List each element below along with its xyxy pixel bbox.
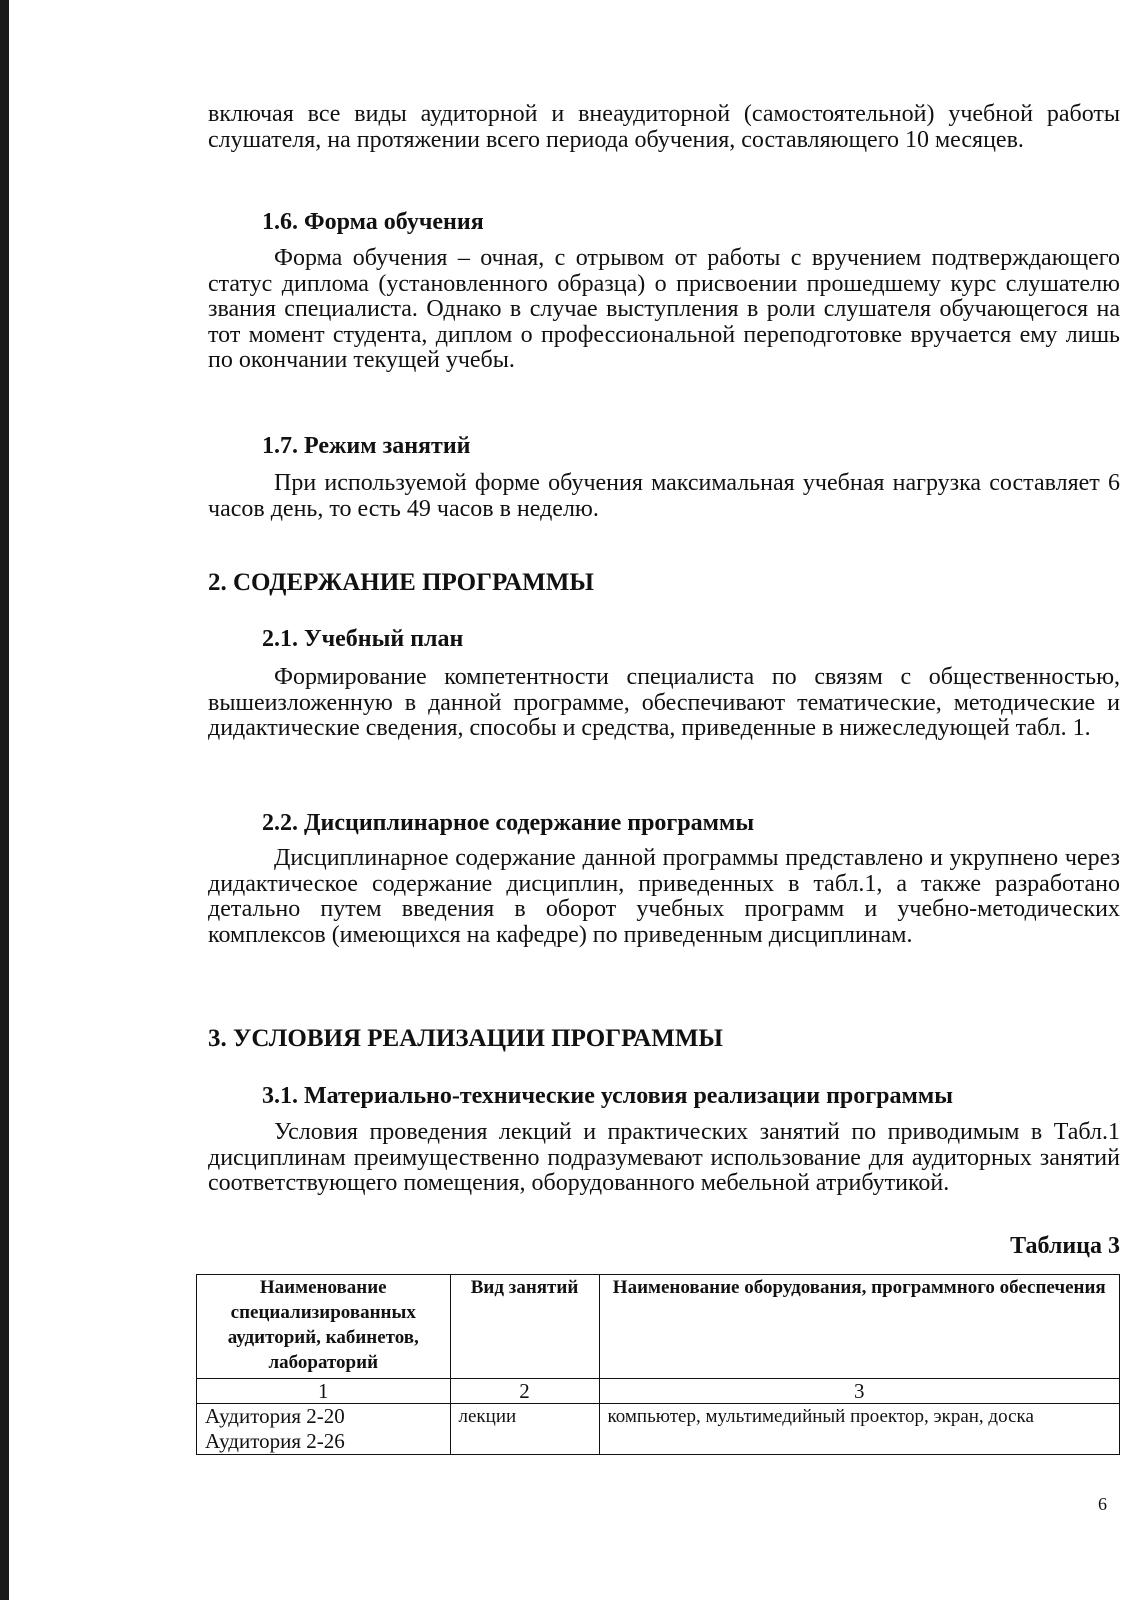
header-equipment: Наименование оборудования, программного обеспечения <box>599 1275 1120 1379</box>
cell-equipment: компьютер, мультимедийный проектор, экран, доска <box>599 1404 1120 1455</box>
paragraph-3-1: Условия проведения лекций и практических занятий по приводимым в Табл.1 дисциплинам преимущественно подразумевают использование для аудиторных занятий соответствующего помещения, оборудованного мебельной атрибутикой. <box>208 1119 1120 1196</box>
scan-edge <box>0 0 9 1600</box>
heading-2-2: 2.2. Дисциплинарное содержание программы <box>262 810 755 836</box>
column-number-3: 3 <box>599 1379 1120 1404</box>
header-rooms: Наименование специализированных аудиторий, кабинетов, лабораторий <box>197 1275 451 1379</box>
table-header-row <box>197 1275 1120 1379</box>
column-number-2: 2 <box>450 1379 599 1404</box>
heading-2-1: 2.1. Учебный план <box>262 626 464 652</box>
paragraph-1-7: При используемой форме обучения максимальная учебная нагрузка составляет 6 часов день, то есть 49 часов в неделю. <box>208 470 1120 522</box>
intro-paragraph: включая все виды аудиторной и внеаудиторной (самостоятельной) учебной работы слушателя, на протяжении всего периода обучения, составляющего 10 месяцев. <box>208 101 1120 153</box>
page-number: 6 <box>1098 1494 1107 1514</box>
heading-3-1: 3.1. Материально-технические условия реализации программы <box>262 1083 953 1109</box>
cell-type: лекции <box>450 1404 599 1455</box>
paragraph-2-2: Дисциплинарное содержание данной программы представлено и укрупнено через дидактическое содержание дисциплин, приведенных в табл.1, а также разработано детально путем введения в оборот учебных программ и учебно-методических комплексов (имеющихся на кафедре) по приведенным дисциплинам. <box>208 845 1120 948</box>
heading-section-3: 3. УСЛОВИЯ РЕАЛИЗАЦИИ ПРОГРАММЫ <box>208 1025 723 1052</box>
heading-1-6: 1.6. Форма обучения <box>262 209 484 235</box>
room-name: Аудитория 2-26 <box>205 1429 345 1453</box>
column-number-1: 1 <box>197 1379 451 1404</box>
heading-section-2: 2. СОДЕРЖАНИЕ ПРОГРАММЫ <box>208 569 594 596</box>
header-type: Вид занятий <box>450 1275 599 1379</box>
table-number-row <box>197 1379 1120 1404</box>
table-caption: Таблица 3 <box>1010 1233 1120 1259</box>
paragraph-1-6: Форма обучения – очная, с отрывом от работы с вручением подтверждающего статус диплома (установленного образца) о присвоении прошедшему курс слушателю звания специалиста. Однако в случае выступления в роли слушателя обучающегося на тот момент студента, диплом о профессиональной переподготовке вручается ему лишь по окончании текущей учебы. <box>208 245 1120 373</box>
paragraph-2-1: Формирование компетентности специалиста по связям с общественностью, вышеизложенную в данной программе, обеспечивают тематические, методические и дидактические сведения, способы и средства, приведенные в нижеследующей табл. 1. <box>208 664 1120 741</box>
room-name: Аудитория 2-20 <box>205 1404 345 1428</box>
cell-rooms <box>197 1404 451 1455</box>
equipment-table <box>196 1274 1120 1455</box>
table-row <box>197 1404 1120 1455</box>
heading-1-7: 1.7. Режим занятий <box>262 433 471 459</box>
